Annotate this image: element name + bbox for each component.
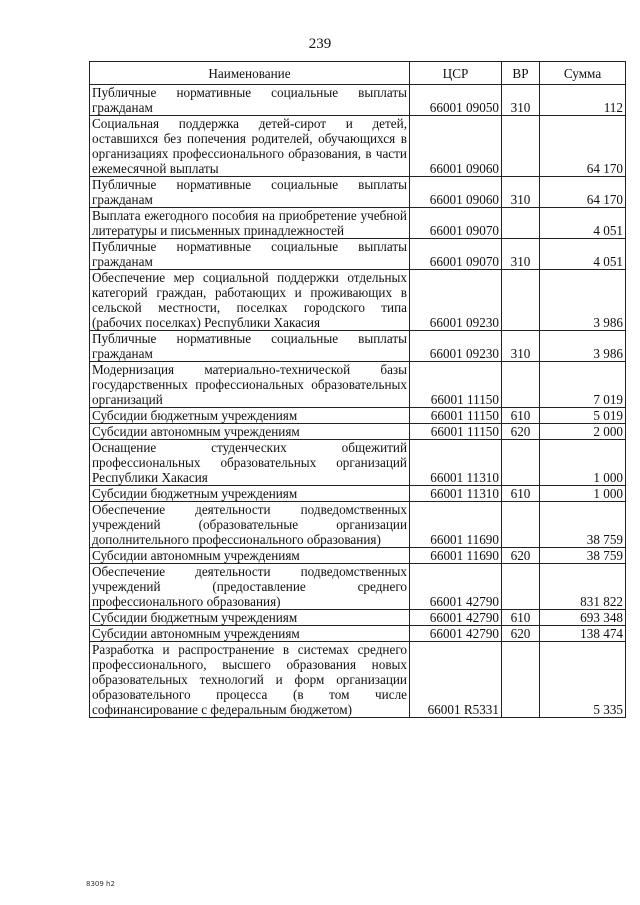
name-cell: Субсидии автономным учреждениям bbox=[90, 626, 410, 642]
sum-cell: 64 170 bbox=[540, 177, 626, 208]
table-row bbox=[90, 239, 626, 270]
name-cell: Оснащение студенческих общежитий профессиональных образовательных организаций Республики Хакасия bbox=[90, 440, 410, 486]
header-name: Наименование bbox=[90, 62, 410, 85]
vr-cell bbox=[502, 270, 540, 331]
vr-cell bbox=[502, 362, 540, 408]
name-cell: Социальная поддержка детей-сирот и детей, оставшихся без попечения родителей, обучающихся в организациях профессионального образования, в части ежемесячной выплаты bbox=[90, 116, 410, 177]
vr-cell: 620 bbox=[502, 424, 540, 440]
csr-cell: 66001 11150 bbox=[410, 408, 502, 424]
vr-cell: 610 bbox=[502, 408, 540, 424]
table-row bbox=[90, 548, 626, 564]
sum-cell: 5 019 bbox=[540, 408, 626, 424]
vr-cell: 610 bbox=[502, 486, 540, 502]
table-row bbox=[90, 424, 626, 440]
name-cell: Обеспечение деятельности подведомственных учреждений (образовательные организации дополнительного профессионального образования) bbox=[90, 502, 410, 548]
page-number: 239 bbox=[308, 36, 332, 52]
sum-cell: 38 759 bbox=[540, 502, 626, 548]
table-row bbox=[90, 270, 626, 331]
csr-cell: 66001 09060 bbox=[410, 116, 502, 177]
sum-cell: 3 986 bbox=[540, 331, 626, 362]
vr-cell bbox=[502, 564, 540, 610]
table-row bbox=[90, 116, 626, 177]
sum-cell: 5 335 bbox=[540, 642, 626, 718]
csr-cell: 66001 09070 bbox=[410, 239, 502, 270]
csr-cell: 66001 09060 bbox=[410, 177, 502, 208]
vr-cell bbox=[502, 642, 540, 718]
vr-cell bbox=[502, 440, 540, 486]
csr-cell: 66001 11150 bbox=[410, 362, 502, 408]
table-row bbox=[90, 331, 626, 362]
vr-cell bbox=[502, 116, 540, 177]
vr-cell: 310 bbox=[502, 177, 540, 208]
name-cell: Субсидии бюджетным учреждениям bbox=[90, 486, 410, 502]
name-cell: Субсидии бюджетным учреждениям bbox=[90, 610, 410, 626]
table-row bbox=[90, 440, 626, 486]
csr-cell: 66001 09050 bbox=[410, 85, 502, 116]
header-vr: ВР bbox=[502, 62, 540, 85]
name-cell: Публичные нормативные социальные выплаты гражданам bbox=[90, 239, 410, 270]
table-row bbox=[90, 362, 626, 408]
vr-cell: 310 bbox=[502, 85, 540, 116]
csr-cell: 66001 11310 bbox=[410, 486, 502, 502]
sum-cell: 138 474 bbox=[540, 626, 626, 642]
sum-cell: 3 986 bbox=[540, 270, 626, 331]
sum-cell: 1 000 bbox=[540, 486, 626, 502]
sum-cell: 7 019 bbox=[540, 362, 626, 408]
csr-cell: 66001 09230 bbox=[410, 270, 502, 331]
name-cell: Публичные нормативные социальные выплаты гражданам bbox=[90, 177, 410, 208]
sum-cell: 38 759 bbox=[540, 548, 626, 564]
name-cell: Обеспечение деятельности подведомственных учреждений (предоставление среднего профессионального образования) bbox=[90, 564, 410, 610]
csr-cell: 66001 11150 bbox=[410, 424, 502, 440]
name-cell: Разработка и распространение в системах среднего профессионального, высшего образования новых образовательных технологий и форм организации образовательного процесса (в том числе софинансирование с федеральным бюджетом) bbox=[90, 642, 410, 718]
csr-cell: 66001 11310 bbox=[410, 440, 502, 486]
sum-cell: 693 348 bbox=[540, 610, 626, 626]
name-cell: Субсидии бюджетным учреждениям bbox=[90, 408, 410, 424]
sum-cell: 1 000 bbox=[540, 440, 626, 486]
sum-cell: 831 822 bbox=[540, 564, 626, 610]
sum-cell: 64 170 bbox=[540, 116, 626, 177]
name-cell: Публичные нормативные социальные выплаты гражданам bbox=[90, 85, 410, 116]
csr-cell: 66001 09070 bbox=[410, 208, 502, 239]
table-row bbox=[90, 408, 626, 424]
vr-cell: 620 bbox=[502, 626, 540, 642]
vr-cell bbox=[502, 502, 540, 548]
vr-cell: 620 bbox=[502, 548, 540, 564]
name-cell: Модернизация материально-технической базы государственных профессиональных образовательных организаций bbox=[90, 362, 410, 408]
name-cell: Публичные нормативные социальные выплаты гражданам bbox=[90, 331, 410, 362]
table-row bbox=[90, 610, 626, 626]
csr-cell: 66001 R5331 bbox=[410, 642, 502, 718]
csr-cell: 66001 09230 bbox=[410, 331, 502, 362]
table-row bbox=[90, 208, 626, 239]
table-row bbox=[90, 502, 626, 548]
csr-cell: 66001 11690 bbox=[410, 548, 502, 564]
name-cell: Субсидии автономным учреждениям bbox=[90, 548, 410, 564]
vr-cell: 310 bbox=[502, 331, 540, 362]
sum-cell: 4 051 bbox=[540, 208, 626, 239]
vr-cell bbox=[502, 208, 540, 239]
table-row bbox=[90, 177, 626, 208]
vr-cell: 610 bbox=[502, 610, 540, 626]
csr-cell: 66001 42790 bbox=[410, 626, 502, 642]
table-row bbox=[90, 85, 626, 116]
table-row bbox=[90, 564, 626, 610]
header-csr: ЦСР bbox=[410, 62, 502, 85]
vr-cell: 310 bbox=[502, 239, 540, 270]
csr-cell: 66001 11690 bbox=[410, 502, 502, 548]
csr-cell: 66001 42790 bbox=[410, 610, 502, 626]
sum-cell: 112 bbox=[540, 85, 626, 116]
name-cell: Субсидии автономным учреждениям bbox=[90, 424, 410, 440]
header-row bbox=[90, 62, 626, 85]
footer-code: 8309 h2 bbox=[86, 880, 115, 888]
table-row bbox=[90, 626, 626, 642]
name-cell: Обеспечение мер социальной поддержки отдельных категорий граждан, работающих и проживающих в сельской местности, поселках городского типа (рабочих поселках) Республики Хакасия bbox=[90, 270, 410, 331]
name-cell: Выплата ежегодного пособия на приобретение учебной литературы и письменных принадлежностей bbox=[90, 208, 410, 239]
table-row bbox=[90, 642, 626, 718]
budget-table bbox=[89, 61, 626, 718]
csr-cell: 66001 42790 bbox=[410, 564, 502, 610]
sum-cell: 2 000 bbox=[540, 424, 626, 440]
sum-cell: 4 051 bbox=[540, 239, 626, 270]
table-row bbox=[90, 486, 626, 502]
header-sum: Сумма bbox=[540, 62, 626, 85]
